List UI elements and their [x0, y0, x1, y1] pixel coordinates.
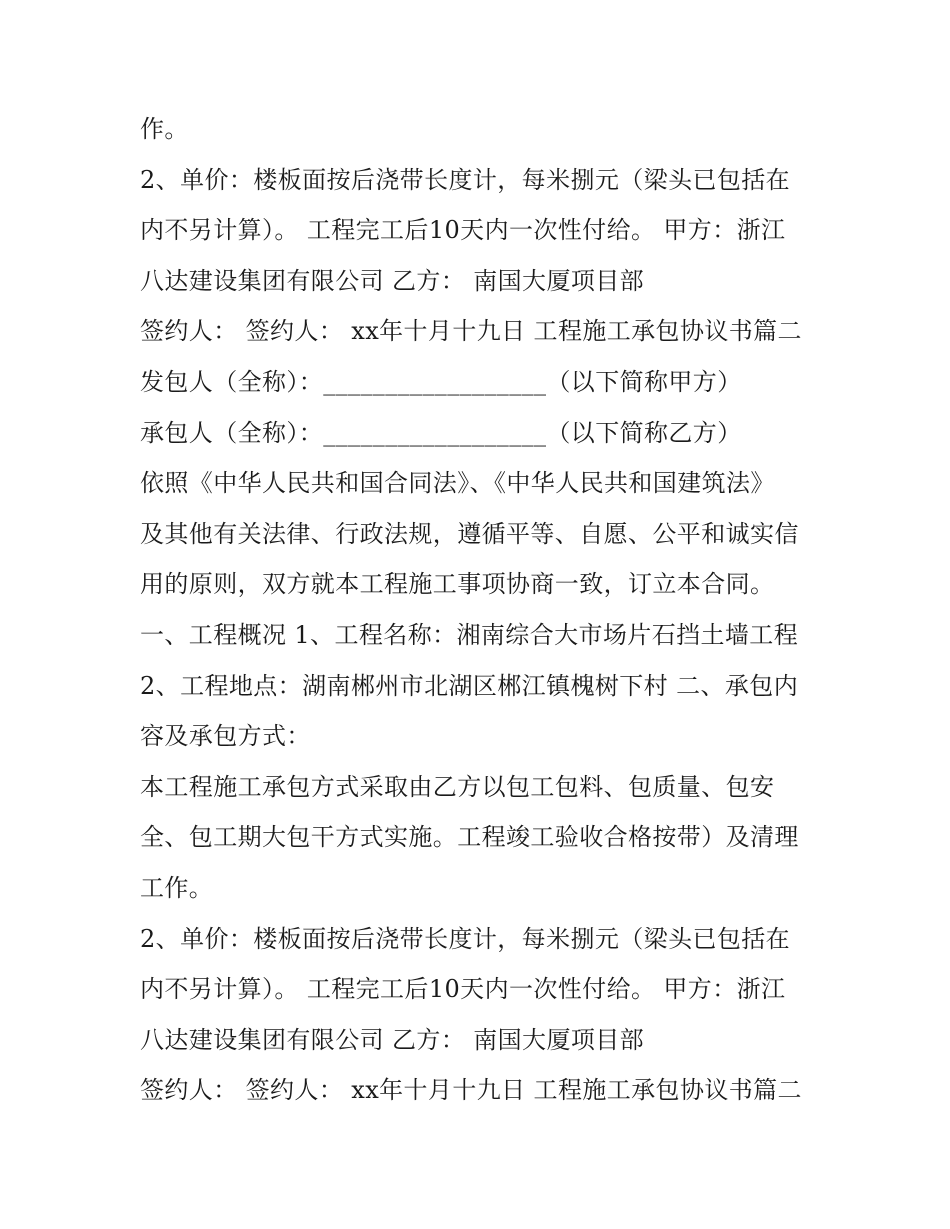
text-line: 签约人： 签约人： xx年十月十九日 工程施工承包协议书篇二 [140, 317, 802, 346]
text-line: 用的原则，双方就本工程施工事项协商一致，订立本合同。 [140, 570, 775, 599]
text-line: 承包人（全称）：__________________（以下简称乙方） [140, 418, 742, 447]
text-line: 容及承包方式： [140, 722, 311, 751]
text-line: 2、单价：楼板面按后浇带长度计，每米捌元（梁头已包括在 [140, 924, 791, 953]
document-body [140, 104, 820, 1116]
text-line: 工作。 [140, 873, 214, 902]
text-line: 全、包工期大包干方式实施。工程竣工验收合格按带）及清理 [140, 823, 799, 852]
text-line: 签约人： 签约人： xx年十月十九日 工程施工承包协议书篇二 [140, 1076, 802, 1105]
text-line: 依照《中华人民共和国合同法》、《中华人民共和国建筑法》 [140, 469, 775, 498]
text-line: 内不另计算）。 工程完工后10天内一次性付给。 甲方：浙江 [140, 975, 786, 1004]
text-line: 2、单价：楼板面按后浇带长度计，每米捌元（梁头已包括在 [140, 165, 791, 194]
text-line: 本工程施工承包方式采取由乙方以包工包料、包质量、包安 [140, 772, 775, 801]
text-line: 一、工程概况 1、工程名称：湘南综合大市场片石挡土墙工程 [140, 620, 799, 649]
text-line: 作。 [140, 115, 189, 143]
text-line: 发包人（全称）：__________________（以下简称甲方） [140, 367, 742, 396]
text-line: 内不另计算）。 工程完工后10天内一次性付给。 甲方：浙江 [140, 216, 786, 245]
text-line: 及其他有关法律、行政法规，遵循平等、自愿、公平和诚实信 [140, 519, 799, 548]
text-line: 八达建设集团有限公司 乙方： 南国大厦项目部 [140, 266, 645, 295]
text-line: 八达建设集团有限公司 乙方： 南国大厦项目部 [140, 1025, 645, 1054]
text-line: 2、工程地点：湖南郴州市北湖区郴江镇槐树下村 二、承包内 [140, 671, 799, 700]
